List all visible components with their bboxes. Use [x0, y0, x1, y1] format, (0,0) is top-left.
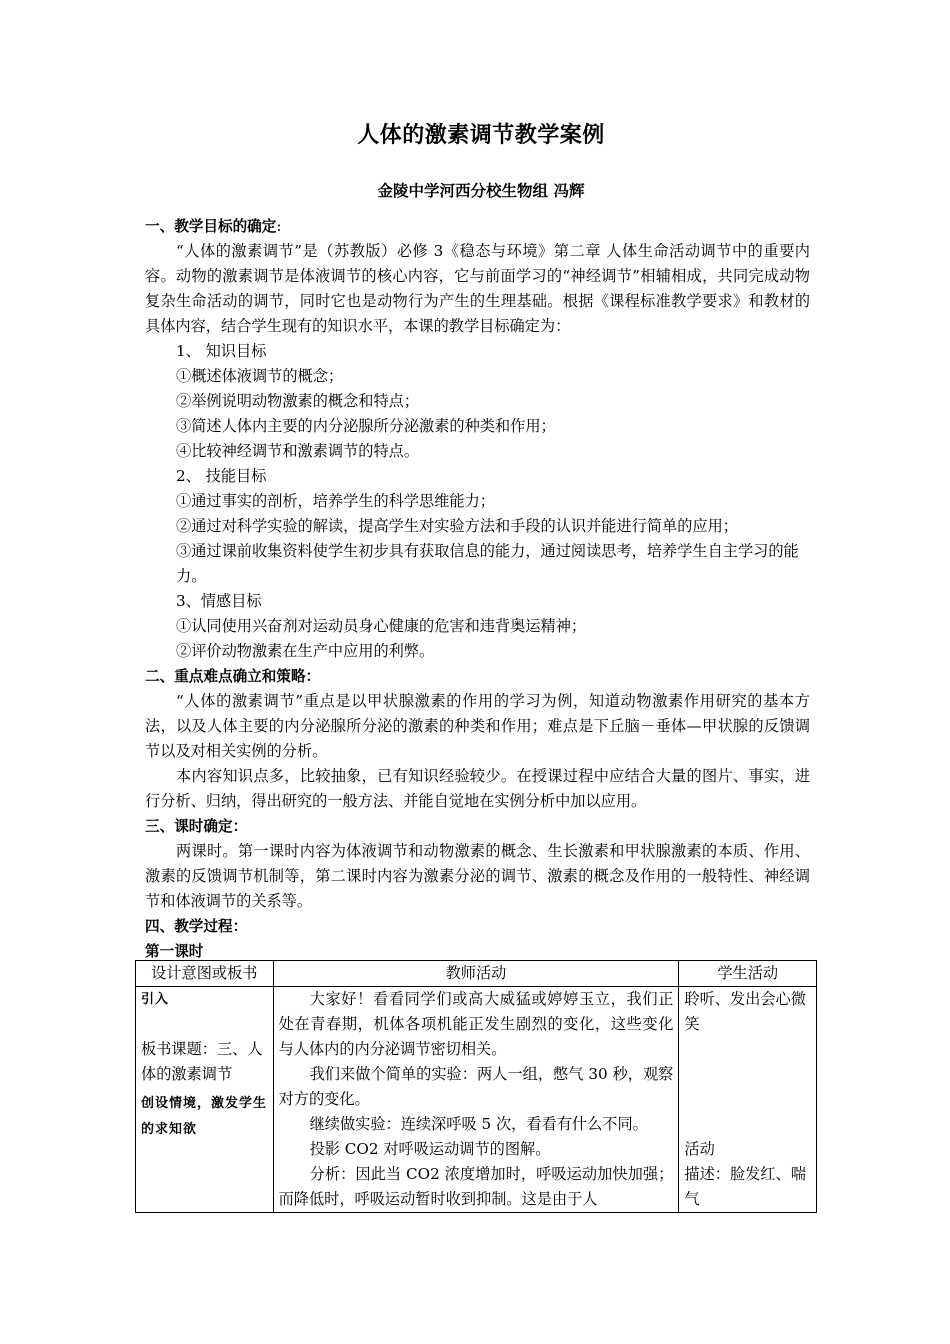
goal-1-item: ①概述体液调节的概念；	[176, 367, 344, 385]
section-2-heading: 二、重点难点确立和策略：	[145, 668, 321, 685]
lesson-plan-table	[135, 960, 817, 1213]
author-line: 金陵中学河西分校生物组 冯辉	[377, 182, 585, 200]
section-3-heading: 三、课时确定：	[145, 818, 248, 835]
student-activity: 聆听、发出会心微笑	[684, 990, 806, 1033]
table-row	[136, 987, 817, 1213]
design-intent-cell	[136, 987, 274, 1213]
teacher-paragraph: 大家好！看看同学们或高大威猛或婷婷玉立，我们正处在青春期，机体各项机能正发生剧烈的变化，这些变化与人体内的内分泌调节密切相关。	[278, 990, 674, 1058]
section-2-paragraph: “人体的激素调节”重点是以甲状腺激素的作用的学习为例，知道动物激素作用研究的基本方法，以及人体主要的内分泌腺所分泌的激素的种类和作用；难点是下丘脑－垂体—甲状腺的反馈调节以及对相关实例的分析。	[145, 692, 810, 760]
table-header-cell: 设计意图或板书	[136, 961, 274, 987]
section-4-heading: 四、教学过程：	[145, 918, 248, 935]
goal-2-item: ②通过对科学实验的解读，提高学生对实验方法和手段的认识并能进行简单的应用；	[176, 517, 738, 535]
teacher-paragraph: 我们来做个简单的实验：两人一组，憋气 30 秒，观察对方的变化。	[278, 1065, 674, 1108]
section-2-paragraph: 本内容知识点多，比较抽象，已有知识经验较少。在授课过程中应结合大量的图片、事实，进行分析、归纳，得出研究的一般方法、并能自觉地在实例分析中加以应用。	[145, 767, 810, 810]
student-activity-cell	[679, 987, 817, 1213]
table-header-cell: 教师活动	[273, 961, 679, 987]
page-title: 人体的激素调节教学案例	[357, 123, 605, 148]
design-intent: 创设情境，激发学生的求知欲	[141, 1096, 268, 1137]
student-activity: 活动	[684, 1140, 715, 1158]
teacher-paragraph: 继续做实验：连续深呼吸 5 次，看看有什么不同。	[309, 1115, 648, 1133]
goal-1-title: 1、 知识目标	[176, 342, 267, 360]
goal-1-item: ③简述人体内主要的内分泌腺所分泌激素的种类和作用；	[176, 417, 556, 435]
section-1-intro: “人体的激素调节”是（苏教版）必修 3《稳态与环境》第二章 人体生命活动调节中的重要内容。动物的激素调节是体液调节的核心内容，它与前面学习的“神经调节”相辅相成，共同完成动物复杂生命活动的调节，同时它也是动物行为产生的生理基础。根据《课程标准教学要求》和教材的具体内容，结合学生现有的知识水平，本课的教学目标确定为：	[145, 242, 810, 335]
section-1-heading	[145, 214, 810, 239]
goal-1-item: ②举例说明动物激素的概念和特点；	[176, 392, 419, 410]
goal-2-title: 2、 技能目标	[176, 467, 267, 485]
goal-1-item: ④比较神经调节和激素调节的特点。	[176, 442, 419, 460]
intro-label: 引入	[141, 992, 170, 1007]
teacher-paragraph: 投影 CO2 对呼吸运动调节的图解。	[309, 1140, 551, 1158]
goal-2-item: ③通过课前收集资料使学生初步具有获取信息的能力，通过阅读思考，培养学生自主学习的能力。	[176, 542, 799, 585]
board-title: 板书课题：三、人体的激素调节	[141, 1040, 263, 1083]
table-header-cell: 学生活动	[679, 961, 817, 987]
goal-3-item: ①认同使用兴奋剂对运动员身心健康的危害和违背奥运精神；	[176, 617, 587, 635]
teacher-activity-cell	[273, 987, 679, 1213]
table-header-row	[136, 961, 817, 987]
section-heading-text: 一、教学目标的确定	[145, 218, 277, 235]
document-body	[145, 214, 810, 964]
teacher-paragraph: 分析：因此当 CO2 浓度增加时，呼吸运动加快加强；而降低时，呼吸运动暂时收到抑制。这是由于人	[278, 1165, 674, 1208]
goal-3-title: 3、情感目标	[176, 592, 262, 610]
goal-3-item: ②评价动物激素在生产中应用的利弊。	[176, 642, 435, 660]
section-3-paragraph: 两课时。第一课时内容为体液调节和动物激素的概念、生长激素和甲状腺激素的本质、作用、激素的反馈调节机制等，第二课时内容为激素分泌的调节、激素的概念及作用的一般特性、神经调节和体液调节的关系等。	[145, 842, 810, 910]
heading-colon: :	[276, 217, 282, 235]
student-activity: 描述：脸发红、喘气	[684, 1165, 806, 1208]
lesson-label: 第一课时	[145, 943, 204, 960]
goal-2-item: ①通过事实的剖析，培养学生的科学思维能力；	[176, 492, 495, 510]
